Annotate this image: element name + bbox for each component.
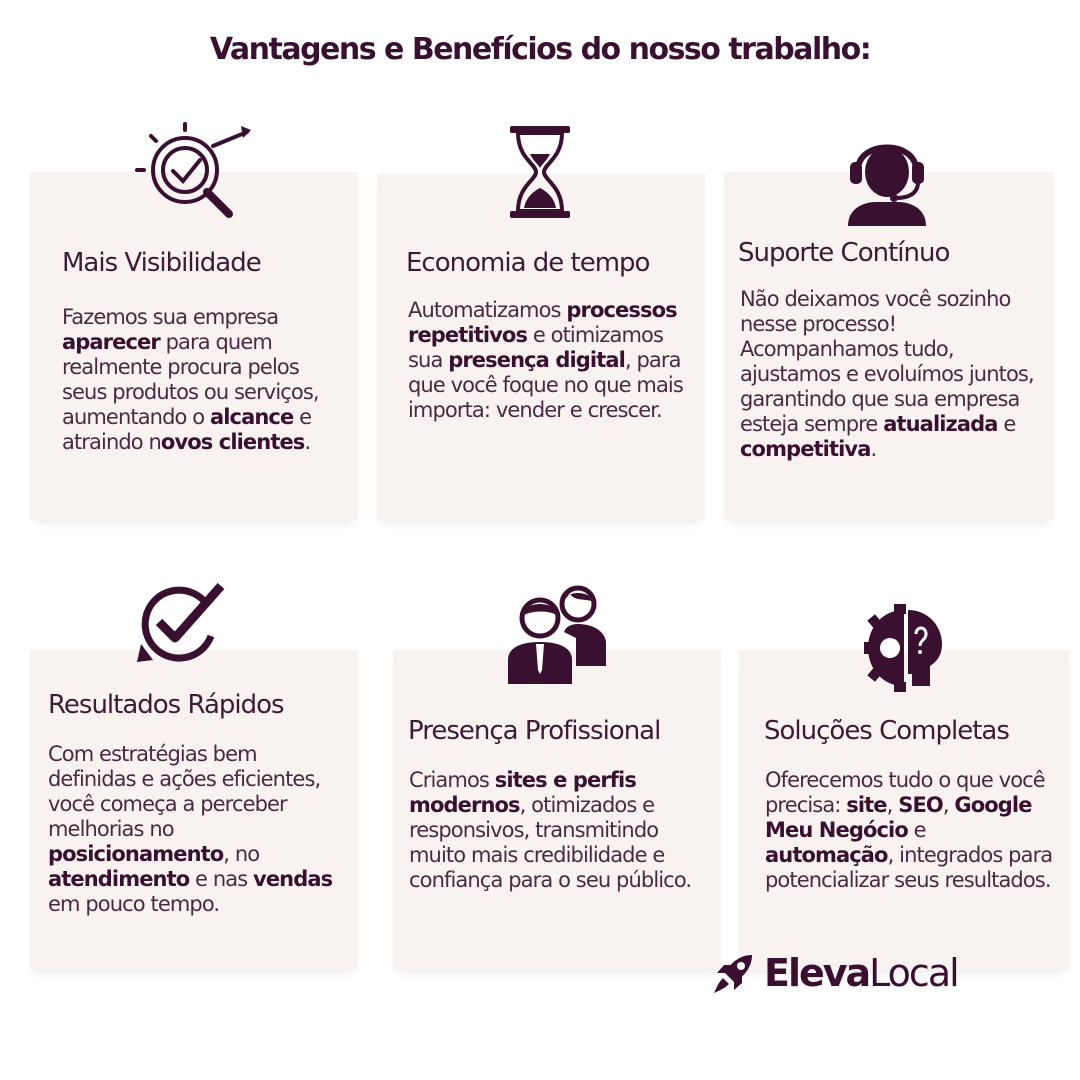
body-text: Criamos — [409, 768, 495, 792]
body-text: e nas — [189, 867, 254, 891]
body-text: , — [942, 793, 955, 817]
body-text: . — [870, 437, 877, 461]
body-text: Com estratégias bem definidas e ações eficientes, você começa a perceber melhorias no — [48, 742, 321, 841]
body-text: Fazemos sua empresa — [62, 305, 279, 329]
body-text: e — [907, 818, 926, 842]
card-title: Economia de tempo — [406, 248, 650, 278]
card-title: Resultados Rápidos — [48, 690, 284, 720]
body-text: , integrados para potencializar seus resultados. — [765, 843, 1053, 892]
body-text: , otimizados e responsivos, transmitindo muito mais credibilidade e confiança para o seu público. — [409, 793, 692, 892]
body-text: , no — [223, 842, 260, 866]
highlight-text: Google Meu Negócio — [765, 793, 1032, 842]
gear-head-icon — [864, 604, 944, 692]
body-text: e — [997, 412, 1016, 436]
highlight-text: site — [846, 793, 887, 817]
highlight-text: aparecer — [62, 330, 160, 354]
card-title: Mais Visibilidade — [62, 248, 261, 278]
body-text: Automatizamos — [408, 298, 567, 322]
body-text: em pouco tempo. — [48, 892, 220, 916]
highlight-text: atualizada — [883, 412, 998, 436]
body-text: , — [886, 793, 899, 817]
card-title: Presença Profissional — [408, 716, 661, 746]
body-text: Não deixamos você sozinho nesse processo! Acompanhamos tudo, ajustamos e evoluímos juntos, garantindo que sua empresa esteja sempre — [740, 287, 1034, 436]
logo-text: ElevaLocal — [764, 951, 958, 995]
rocket-icon — [712, 951, 756, 995]
card-title: Suporte Contínuo — [738, 238, 950, 268]
card-description — [765, 768, 1055, 893]
highlight-text: competitiva — [740, 437, 871, 461]
professionals-icon — [506, 580, 610, 684]
body-text: para quem realmente procura pelos seus produtos ou serviços, aumentando o — [62, 330, 319, 429]
page-title: Vantagens e Benefícios do nosso trabalho: — [209, 32, 871, 67]
support-headset-icon — [842, 126, 932, 226]
card-description — [62, 305, 342, 455]
highlight-text: ovos clientes — [160, 430, 305, 454]
card-description — [48, 742, 338, 917]
highlight-text: sites e perfis modernos — [409, 768, 636, 817]
card-description — [409, 768, 705, 893]
card-description — [408, 298, 694, 423]
highlight-text: atendimento — [48, 867, 190, 891]
highlight-text: presença digital — [448, 348, 625, 372]
body-text: e otimizamos sua — [408, 323, 663, 372]
card-description — [740, 287, 1040, 462]
highlight-text: SEO — [898, 793, 943, 817]
highlight-text: vendas — [253, 867, 333, 891]
highlight-text: processos repetitivos — [408, 298, 677, 347]
magnifier-check-icon — [133, 118, 253, 230]
hourglass-icon — [506, 124, 574, 220]
body-text: . — [304, 430, 311, 454]
highlight-text: alcance — [209, 405, 294, 429]
highlight-text: posicionamento — [48, 842, 224, 866]
card-title: Soluções Completas — [764, 716, 1009, 746]
body-text: e atraindo n — [62, 405, 312, 454]
body-text: Oferecemos tudo o que você precisa: — [765, 768, 1045, 817]
body-text: , para que você foque no que mais importa: vender e crescer. — [408, 348, 683, 422]
highlight-text: automação — [765, 843, 888, 867]
elevalocal-logo — [712, 948, 958, 998]
circular-check-icon — [133, 580, 229, 668]
